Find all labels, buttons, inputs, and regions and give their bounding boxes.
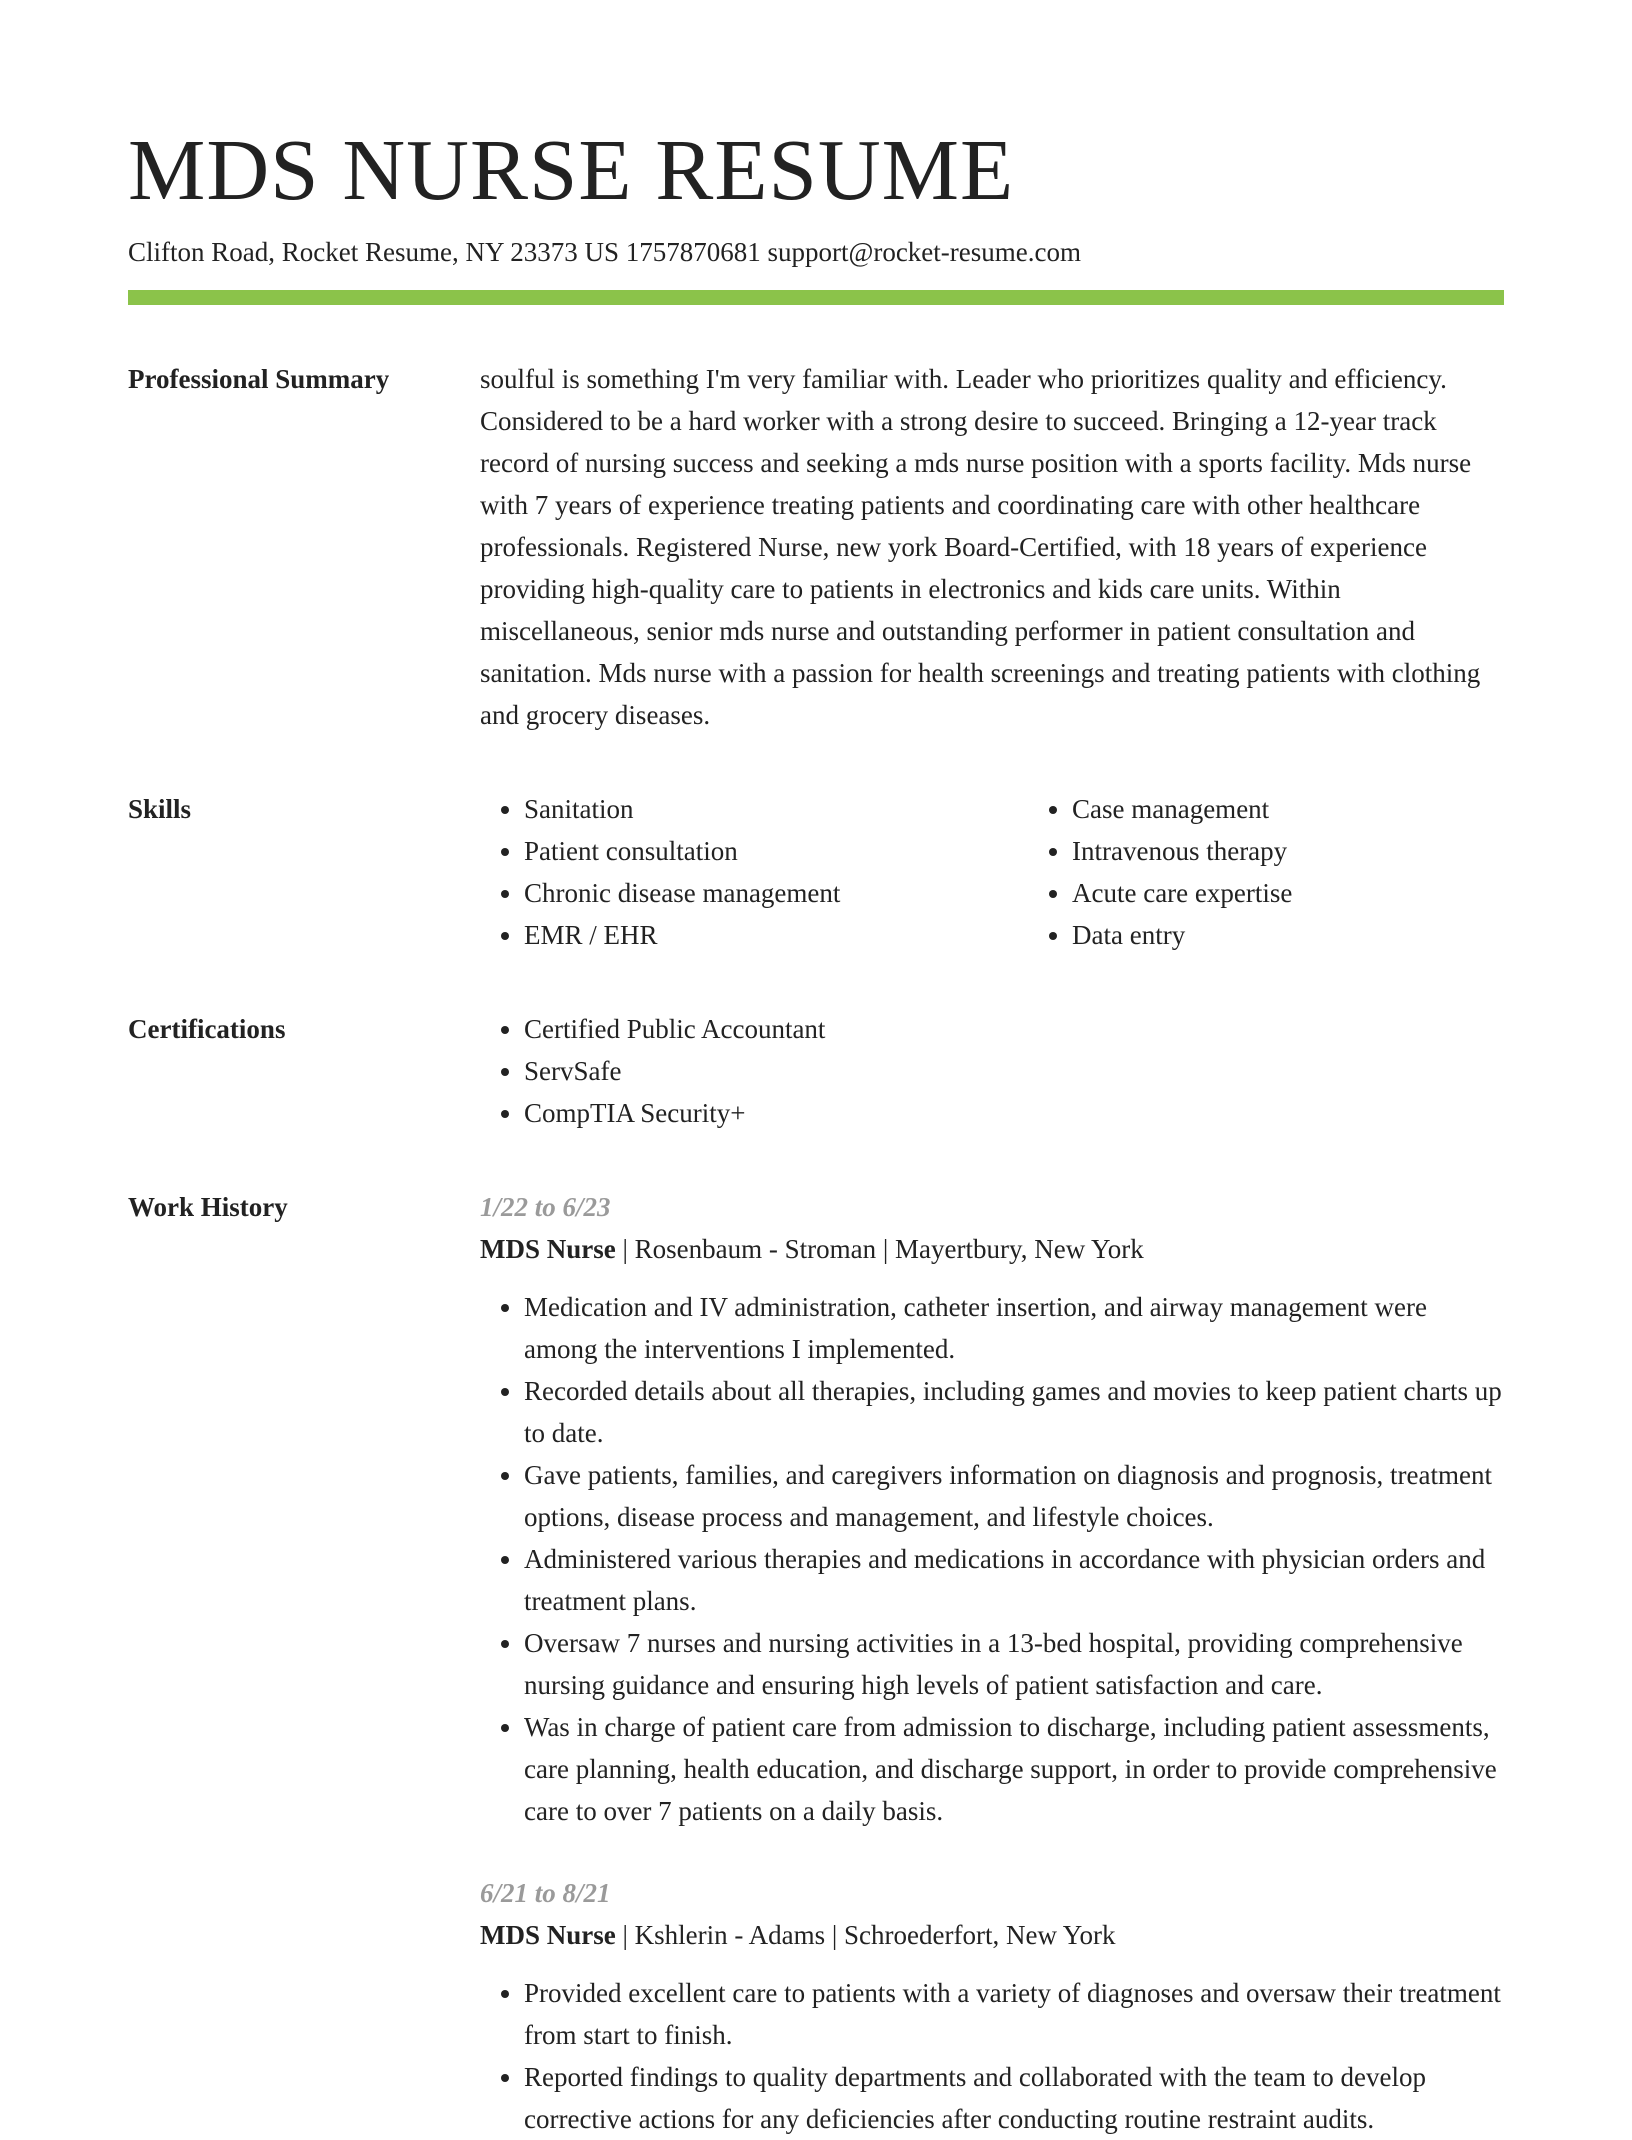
- contact-line: Clifton Road, Rocket Resume, NY 23373 US 1757870681 support@rocket-resume.com: [128, 237, 1081, 267]
- skill-item: • Chronic disease management: [524, 872, 1028, 914]
- job-duties: [480, 1286, 1504, 1832]
- skill-item: • Patient consultation: [524, 830, 1028, 872]
- certifications-list: [480, 1008, 1504, 1134]
- certification-item: • Certified Public Accountant: [524, 1008, 1504, 1050]
- skills-column-left: [480, 788, 1028, 956]
- summary-text: soulful is something I'm very familiar with. Leader who prioritizes quality and efficiency. Considered to be a hard worker with a strong desire to succeed. Bringing a 12-year track record of nursing success and seeking a mds nurse position with a sports facility. Mds nurse with 7 years of experience treating patients and coordinating care with other healthcare professionals. Registered Nurse, new york Board-Certified, with 18 years of experience providing high-quality care to patients in electronics and kids care units. Within miscellaneous, senior mds nurse and outstanding performer in patient consultation and sanitation. Mds nurse with a passion for health screenings and treating patients with clothing and grocery diseases.: [480, 364, 1481, 730]
- skill-item: • Acute care expertise: [1072, 872, 1576, 914]
- job-duty-item: • Administered various therapies and medications in accordance with physician orders and treatment plans.: [524, 1538, 1504, 1622]
- job-duty-item: • Medication and IV administration, catheter insertion, and airway management were among the interventions I implemented.: [524, 1286, 1504, 1370]
- job-duty-item: • Was in charge of patient care from admission to discharge, including patient assessments, care planning, health education, and discharge support, in order to provide comprehensive care to over 7 patients on a daily basis.: [524, 1706, 1504, 1832]
- work-history-heading: Work History: [128, 1192, 288, 1222]
- job-heading: [480, 1914, 1504, 1956]
- skills-list: [480, 788, 1576, 956]
- job-entry: [480, 1872, 1504, 2140]
- job-duty-item: • Reported findings to quality departments and collaborated with the team to develop corrective actions for any deficiencies after conducting routine restraint audits.: [524, 2056, 1504, 2140]
- job-entry: [480, 1186, 1504, 1832]
- work-history-list: [480, 1186, 1504, 2140]
- certifications-bullets: [480, 1008, 1504, 1134]
- job-title: MDS Nurse: [480, 1920, 616, 1950]
- job-duty-item: • Gave patients, families, and caregivers information on diagnosis and prognosis, treatment options, disease process and management, and lifestyle choices.: [524, 1454, 1504, 1538]
- job-duty-item: • Recorded details about all therapies, including games and movies to keep patient charts up to date.: [524, 1370, 1504, 1454]
- job-duty-item: • Provided excellent care to patients with a variety of diagnoses and oversaw their treatment from start to finish.: [524, 1972, 1504, 2056]
- job-employer-location: | Kshlerin - Adams | Schroederfort, New York: [615, 1920, 1116, 1950]
- job-title: MDS Nurse: [480, 1234, 616, 1264]
- certification-item: • ServSafe: [524, 1050, 1504, 1092]
- resume-title: MDS NURSE RESUME: [128, 121, 1015, 218]
- skill-item: • Case management: [1072, 788, 1576, 830]
- job-heading: [480, 1228, 1504, 1270]
- skill-item: • Sanitation: [524, 788, 1028, 830]
- certification-item: • CompTIA Security+: [524, 1092, 1504, 1134]
- work-history-section: [128, 1186, 1504, 2140]
- summary-section: [128, 358, 1504, 736]
- skills-section: [128, 788, 1504, 956]
- summary-heading: Professional Summary: [128, 364, 390, 394]
- job-duty-item: • Oversaw 7 nurses and nursing activities in a 13-bed hospital, providing comprehensive nursing guidance and ensuring high levels of patient satisfaction and care.: [524, 1622, 1504, 1706]
- job-duties: [480, 1972, 1504, 2140]
- resume-page: [128, 118, 1504, 2140]
- job-dates: 1/22 to 6/23: [480, 1192, 611, 1222]
- job-dates: 6/21 to 8/21: [480, 1878, 611, 1908]
- skill-item: • Data entry: [1072, 914, 1576, 956]
- skills-column-right: [1028, 788, 1576, 956]
- accent-divider: [128, 290, 1504, 305]
- skill-item: • EMR / EHR: [524, 914, 1028, 956]
- skill-item: • Intravenous therapy: [1072, 830, 1576, 872]
- job-employer-location: | Rosenbaum - Stroman | Mayertbury, New York: [615, 1234, 1144, 1264]
- certifications-section: [128, 1008, 1504, 1134]
- skills-heading: Skills: [128, 794, 192, 824]
- certifications-heading: Certifications: [128, 1014, 286, 1044]
